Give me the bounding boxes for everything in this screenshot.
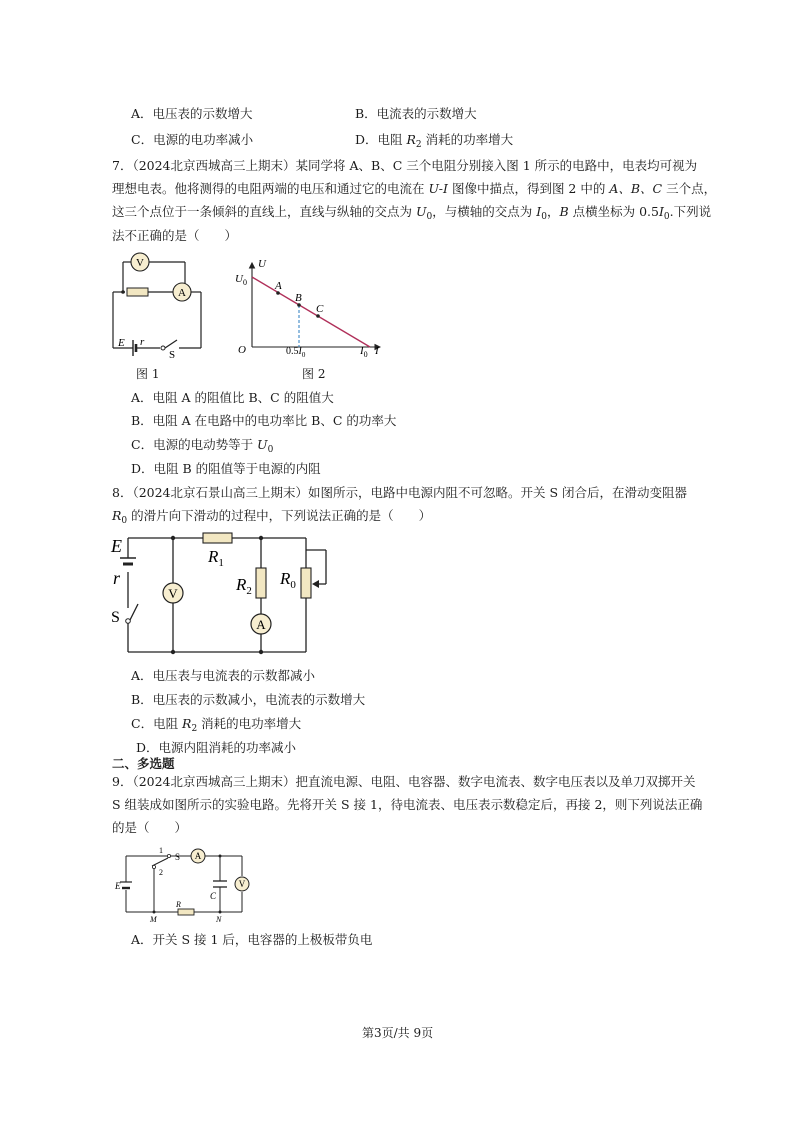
u0-label: $U_0$ <box>235 273 247 287</box>
switch-pivot <box>126 619 131 624</box>
q7-l3-i0: I <box>536 204 542 219</box>
r0-label: $R_0$ <box>280 569 296 591</box>
q7-figure1-caption: 图 1 <box>136 367 160 381</box>
q8-stem-line1: 8．（2024北京石景山高三上期末）如图所示，电路中电源内阻不可忽略。开关 S 闭合后，在滑动变阻器 <box>112 485 688 500</box>
i0-label: $I_0$ <box>360 345 368 359</box>
q7-l2-a: 理想电表。他将测得的电阻两端的电压和通过它的电流在 <box>112 181 429 196</box>
q7-stem-line4: 法不正确的是（ ） <box>112 228 238 243</box>
q7-l2-abc: A、B、C <box>609 181 663 196</box>
internal-resistance-label: r <box>140 336 145 348</box>
q8-stem-line2 <box>112 508 431 524</box>
switch-label: S <box>175 852 181 862</box>
q7-l3-d: 点横坐标为 0.5 <box>568 204 659 219</box>
q7-option-d: D．电阻 B 的阻值等于电源的内阻 <box>131 461 321 476</box>
voltmeter-label: V <box>238 879 246 889</box>
switch-contact-1 <box>167 854 170 857</box>
q7-option-c <box>131 437 273 453</box>
q8-option-b: B．电压表的示数减小，电流表的示数增大 <box>131 692 366 707</box>
ammeter-label: A <box>178 287 186 299</box>
q6-option-d <box>355 132 513 148</box>
junction-dot <box>171 536 175 540</box>
q8-option-c <box>131 716 301 732</box>
q7-l3-a: 这三个点位于一条倾斜的直线上，直线与纵轴的交点为 <box>112 204 416 219</box>
q7-l2-ui: U-I <box>428 181 448 196</box>
junction-dot <box>219 855 222 858</box>
emf-label: E <box>111 536 122 556</box>
r1-label: $R_1$ <box>208 547 224 569</box>
q8-option-c-suffix: 消耗的电功率增大 <box>197 716 302 731</box>
resistor-r <box>178 909 194 915</box>
resistor-symbol <box>127 288 148 296</box>
q7-l3-c: ， <box>546 204 560 219</box>
ammeter-label: A <box>256 617 266 632</box>
q7-l3-e: .下列说 <box>669 204 712 219</box>
q9-stem-line3: 的是（ ） <box>112 820 188 835</box>
r2-resistor <box>256 568 266 598</box>
q6-option-d-sub: 2 <box>415 140 422 150</box>
r2-label: $R_2$ <box>236 575 252 597</box>
q9-stem-line2: S 组装成如图所示的实验电路。先将开关 S 接 1，待电流表、电压表示数稳定后，再接 2，则下列说法正确 <box>112 797 703 812</box>
page-number-footer: 第3页/共 9页 <box>362 1026 434 1040</box>
switch-pivot <box>161 346 165 350</box>
i-axis-label: I <box>375 345 379 357</box>
q8-l2-post: 的滑片向下滑动的过程中，下列说法正确的是（ ） <box>127 508 432 523</box>
switch-label: S <box>169 349 176 361</box>
q7-figure2-caption: 图 2 <box>302 367 326 381</box>
q8-option-c-sub: 2 <box>191 724 198 734</box>
q8-option-c-prefix: C．电阻 <box>131 716 183 731</box>
junction-dot <box>259 650 263 654</box>
q7-stem-line2 <box>112 181 716 197</box>
q7-option-a: A．电阻 A 的阻值比 B、C 的阻值大 <box>131 390 334 405</box>
q7-option-c-u0: U <box>257 437 268 452</box>
q7-option-b: B．电阻 A 在电路中的电功率比 B、C 的功率大 <box>131 413 397 428</box>
half-i0-label: $0.5I_0$ <box>286 346 306 359</box>
q7-figure1-circuit <box>105 248 205 363</box>
q9-figure-circuit <box>112 842 262 924</box>
q7-l2-c: 三个点， <box>662 181 717 196</box>
q9-stem-line1: 9．（2024北京西城高三上期末）把直流电源、电阻、电容器、数字电流表、数字电压表以及单刀双掷开关 <box>112 774 696 789</box>
q7-figure2-graph <box>230 255 390 363</box>
q7-l3-i0-sub: 0 <box>541 212 547 222</box>
voltmeter-label: V <box>168 586 178 601</box>
q7-l3-i0b-sub: 0 <box>663 212 670 222</box>
point-b-label: B <box>295 292 302 304</box>
junction-dot <box>121 290 125 294</box>
internal-resistance-label: r <box>113 568 121 588</box>
capacitor-label: C <box>210 891 217 901</box>
q7-l3-u0: U <box>415 204 427 219</box>
q7-l3-u0-sub: 0 <box>426 212 433 222</box>
q8-l2-sub: 0 <box>121 516 128 526</box>
r1-resistor <box>203 533 232 543</box>
q7-option-c-sub: 0 <box>267 445 274 455</box>
q7-l3-b: ，与横轴的交点为 <box>432 204 537 219</box>
emf-label: E <box>115 881 121 891</box>
q6-option-d-suffix: 消耗的功率增大 <box>421 132 514 147</box>
slider-arrow <box>312 580 319 588</box>
junction-dot <box>219 911 222 914</box>
junction-dot <box>171 650 175 654</box>
q7-option-c-prefix: C．电源的电动势等于 <box>131 437 258 452</box>
q7-stem-line1: 7．（2024北京西城高三上期末）某同学将 A、B、C 三个电阻分别接入图 1 所示的电路中，电表均可视为 <box>112 158 698 173</box>
q8-figure-circuit <box>108 528 338 660</box>
q6-option-d-var: R <box>406 132 416 147</box>
resistor-label: R <box>176 900 181 909</box>
junction-dot <box>259 536 263 540</box>
origin-label: O <box>238 344 246 356</box>
q8-l2-var: R <box>112 508 122 523</box>
point-c-label: C <box>316 303 324 315</box>
point-a-label: A <box>275 280 282 292</box>
q6-option-d-prefix: D．电阻 <box>355 132 407 147</box>
q6-option-a: A．电压表的示数增大 <box>131 106 253 121</box>
q7-l3-b-point: B <box>559 204 569 219</box>
terminal-1-label: 1 <box>159 846 163 855</box>
junction-dot <box>153 911 156 914</box>
q7-l3-i0b: I <box>658 204 664 219</box>
section-heading-multiple-choice: 二、多选题 <box>112 756 175 771</box>
q7-l2-b: 图像中描点，得到图 2 中的 <box>447 181 610 196</box>
switch-contact-2 <box>152 865 155 868</box>
node-n-label: N <box>216 915 222 924</box>
voltmeter-label: V <box>136 257 144 269</box>
q8-option-a: A．电压表与电流表的示数都减小 <box>131 668 316 683</box>
terminal-2-label: 2 <box>159 868 163 877</box>
q9-option-a: A．开关 S 接 1 后，电容器的上极板带负电 <box>131 932 373 947</box>
ui-line <box>252 277 370 347</box>
node-m-label: M <box>150 915 157 924</box>
emf-label: E <box>118 337 125 349</box>
q8-option-c-var: R <box>182 716 192 731</box>
ammeter-label: A <box>194 851 202 861</box>
q6-option-b: B．电流表的示数增大 <box>355 106 477 121</box>
q6-option-c: C．电源的电功率减小 <box>131 132 254 147</box>
q8-option-d: D．电源内阻消耗的功率减小 <box>136 740 297 755</box>
q7-stem-line3 <box>112 204 711 220</box>
switch-label: S <box>111 609 120 626</box>
u-axis-label: U <box>258 258 266 270</box>
r0-rheostat <box>301 568 311 598</box>
